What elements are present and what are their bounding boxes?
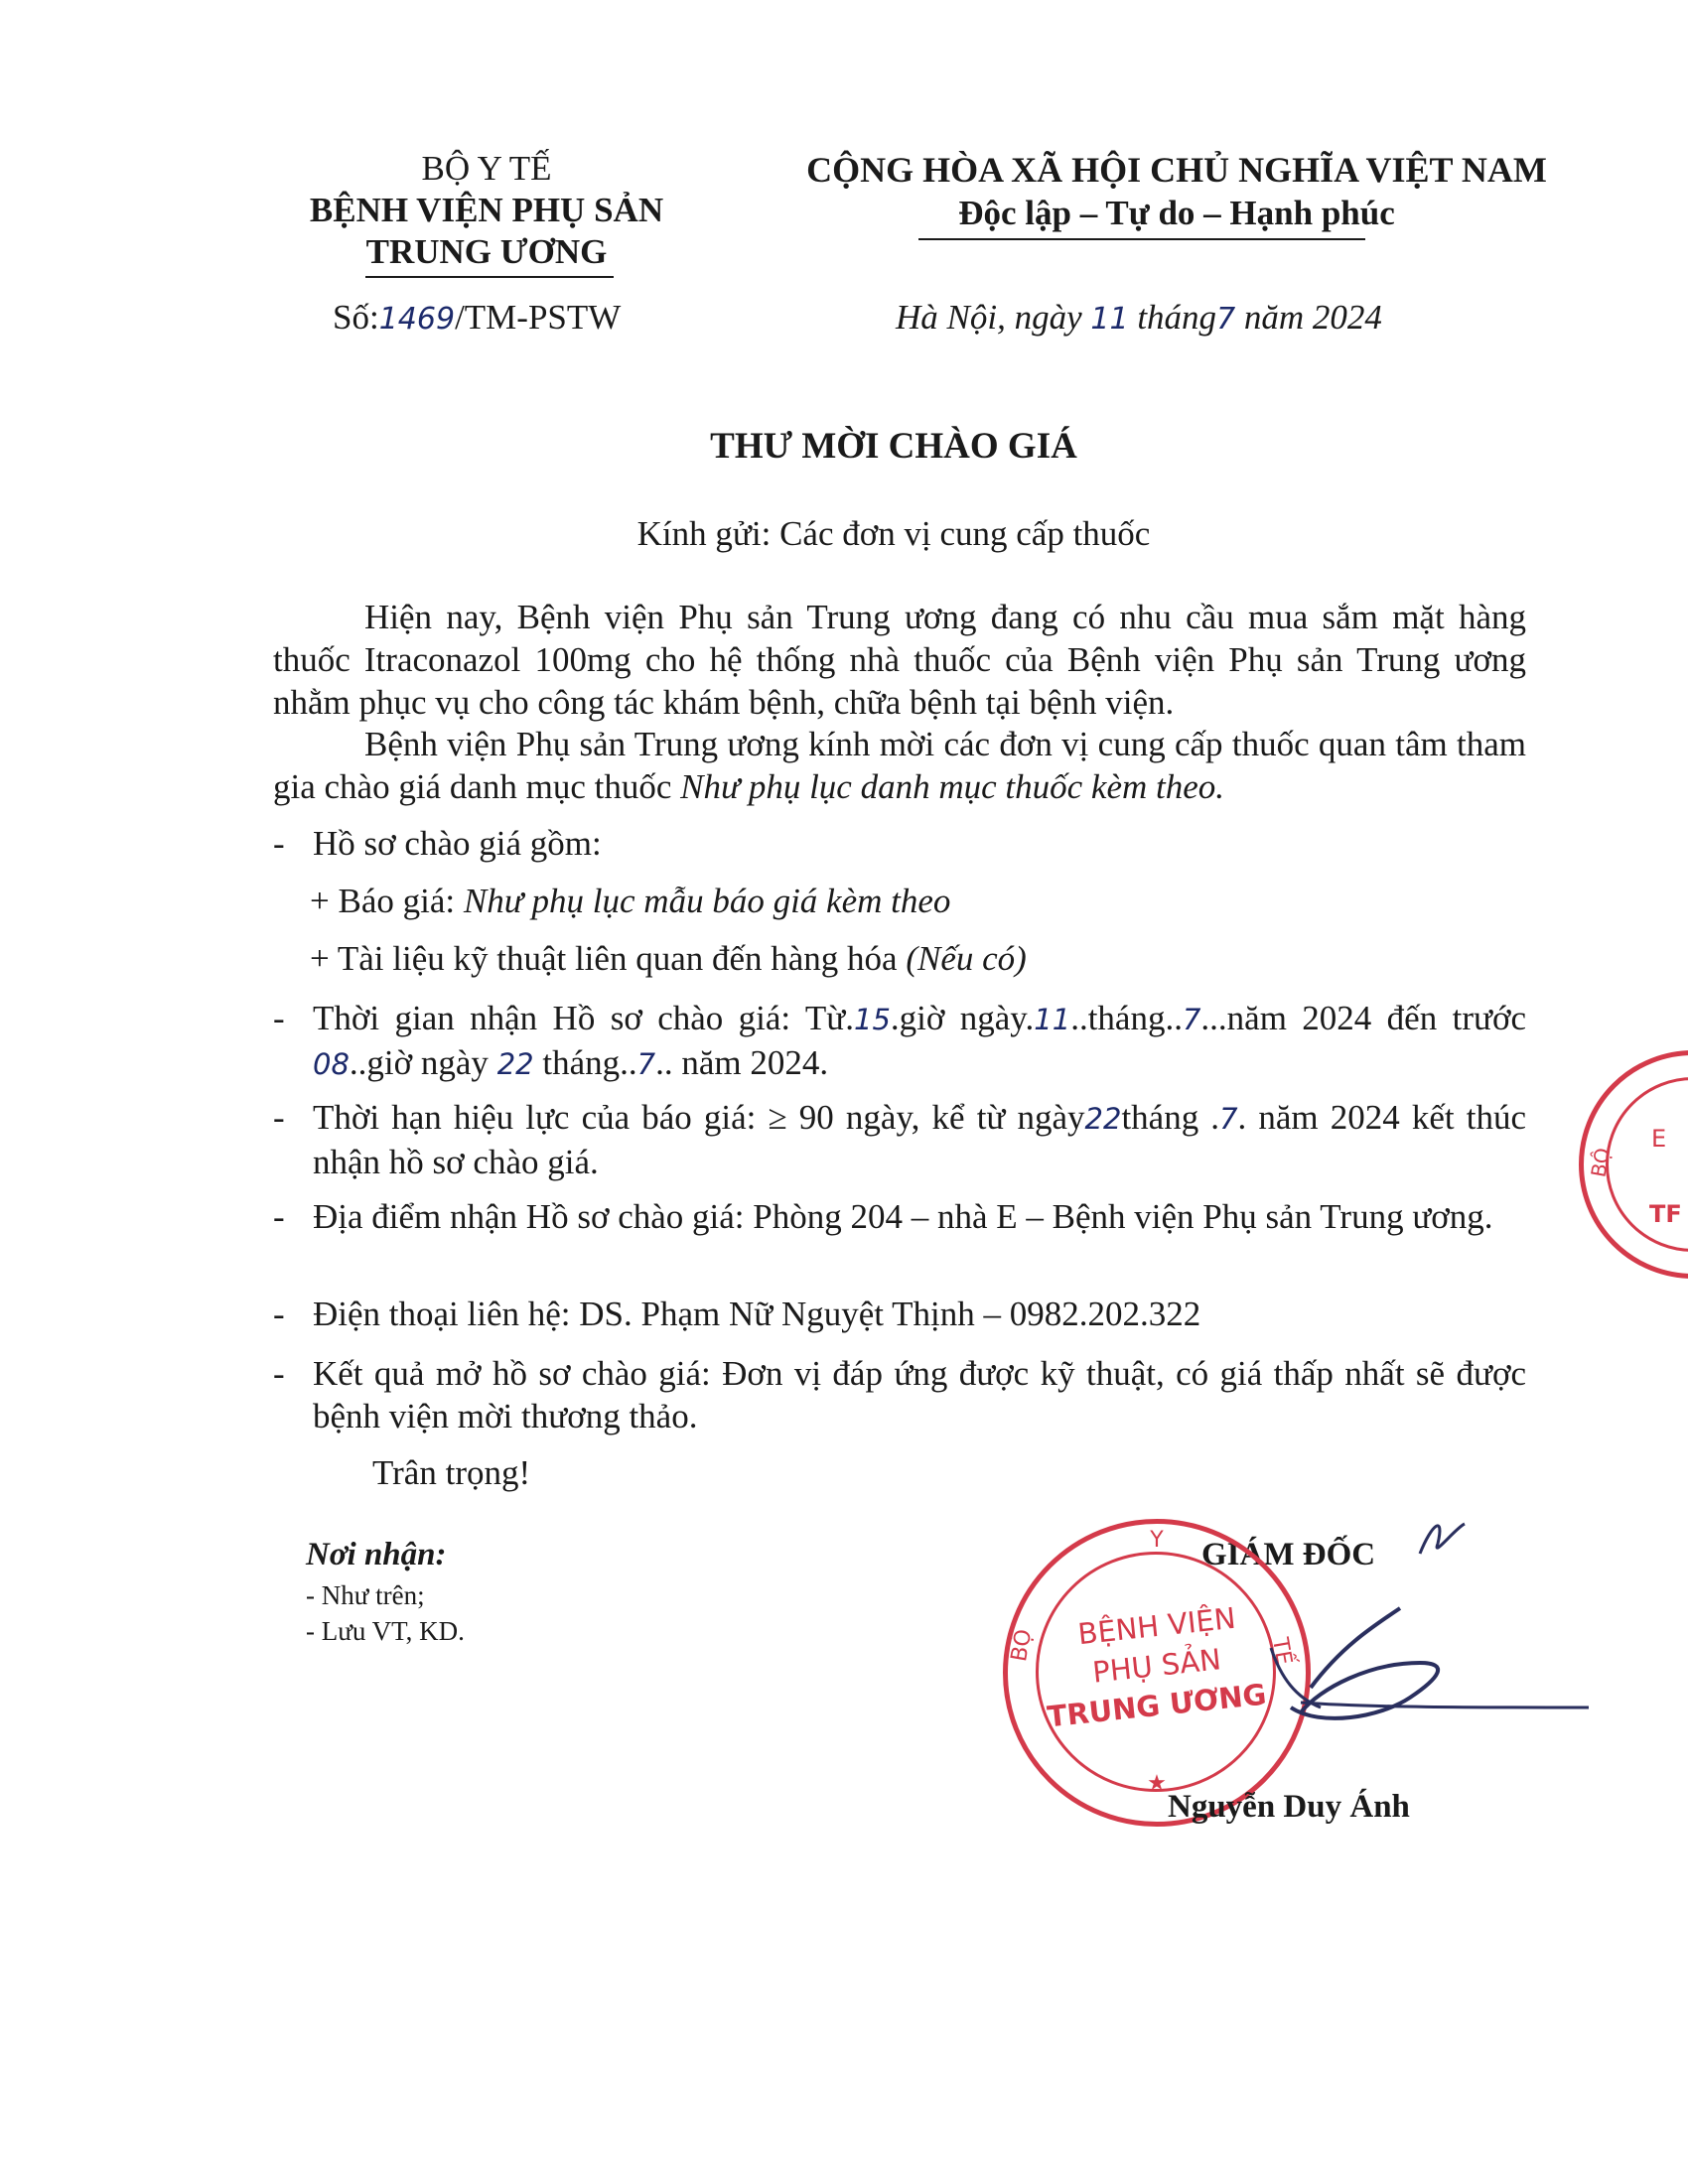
docs-italic: (Nếu có) <box>906 939 1027 978</box>
phone-text: Điện thoại liên hệ: DS. Phạm Nữ Nguyệt Thịnh – 0982.202.322 <box>313 1295 1201 1333</box>
validity-text <box>313 1096 1526 1183</box>
stamp-line3: TRUNG ƯƠNG <box>1046 1677 1268 1734</box>
doc-no-handwritten: 1469 <box>378 302 456 337</box>
time-part: .. năm 2024. <box>655 1043 829 1082</box>
time-part: Thời gian nhận Hồ sơ chào giá: Từ. <box>313 999 854 1037</box>
dash: - <box>273 824 285 863</box>
quote-prefix: + Báo giá: <box>310 882 464 920</box>
bullet-validity <box>273 1096 1526 1183</box>
paragraph-intro: Hiện nay, Bệnh viện Phụ sản Trung ương đang có nhu cầu mua sắm mặt hàng thuốc Itraconazol 100mg cho hệ thống nhà thuốc của Bệnh viện Phụ sản Trung ương nhằm phục vụ cho công tác khám bệnh, chữa bệnh tại bệnh viện. <box>273 598 1526 722</box>
recipient-item: - Lưu VT, KD. <box>306 1616 465 1646</box>
recipient-line: Kính gửi: Các đơn vị cung cấp thuốc <box>636 514 1151 553</box>
dossier-text: Hồ sơ chào giá gồm: <box>313 824 602 863</box>
bullet-phone <box>273 1295 1526 1334</box>
month-to: 7 <box>636 1047 656 1081</box>
national-motto: Độc lập – Tự do – Hạnh phúc <box>958 194 1395 232</box>
date-month-label: tháng <box>1137 298 1217 337</box>
edge-stamp-letter1: E <box>1651 1125 1667 1153</box>
sub-item-docs <box>310 939 1027 979</box>
closing-line: Trân trọng! <box>372 1453 531 1492</box>
document-title: THƯ MỜI CHÀO GIÁ <box>710 426 1077 467</box>
quote-italic: Như phụ lục mẫu báo giá kèm theo <box>463 882 951 920</box>
time-part: ...năm 2024 đến trước <box>1200 999 1526 1037</box>
hospital-name-line2: TRUNG ƯƠNG <box>365 232 608 271</box>
hour-from: 15 <box>854 1003 891 1036</box>
time-part: ..giờ ngày <box>349 1043 497 1082</box>
dash: - <box>273 1197 285 1236</box>
dash: - <box>273 999 285 1037</box>
ministry-name: BỘ Y TẾ <box>421 149 552 188</box>
recipient-item: - Như trên; <box>306 1580 425 1610</box>
motto-underline <box>918 238 1365 240</box>
stamp-side-left: BỘ <box>1007 1627 1038 1664</box>
dash: - <box>273 1098 285 1137</box>
edge-stamp-letter2: TF <box>1649 1200 1682 1228</box>
day-from: 11 <box>1034 1003 1071 1036</box>
day-to: 22 <box>496 1047 534 1081</box>
result-text: Kết quả mở hồ sơ chào giá: Đơn vị đáp ứng được kỹ thuật, có giá thấp nhất sẽ được bệnh viện mời thương thảo. <box>313 1354 1526 1435</box>
republic-name: CỘNG HÒA XÃ HỘI CHỦ NGHĨA VIỆT NAM <box>806 150 1547 190</box>
stamp-line2: PHỤ SẢN <box>1090 1642 1223 1690</box>
docs-prefix: + Tài liệu kỹ thuật liên quan đến hàng hóa <box>310 939 907 978</box>
dash: - <box>273 1295 285 1333</box>
doc-no-prefix: Số: <box>333 298 379 337</box>
hospital-underline <box>365 276 614 278</box>
bullet-location <box>273 1195 1526 1238</box>
invitation-text: Bệnh viện Phụ sản Trung ương kính mời các đơn vị cung cấp thuốc quan tâm tham gia chào giá danh mục thuốc <box>273 725 1526 806</box>
time-part: ..tháng.. <box>1070 999 1183 1037</box>
doc-no-suffix: /TM-PSTW <box>455 298 622 337</box>
dash: - <box>273 1354 285 1393</box>
month-from: 7 <box>1182 1003 1201 1036</box>
validity-part: tháng . <box>1121 1098 1220 1137</box>
invitation-italic: Như phụ lục danh mục thuốc kèm theo. <box>680 767 1225 806</box>
time-part: tháng.. <box>533 1043 637 1082</box>
bullet-result <box>273 1352 1526 1437</box>
edge-stamp <box>1579 1050 1688 1279</box>
date-day: 11 <box>1090 302 1129 337</box>
location-text: Địa điểm nhận Hồ sơ chào giá: Phòng 204 – nhà E – Bệnh viện Phụ sản Trung ương. <box>313 1197 1493 1236</box>
stamp-side-right: TẾ <box>1266 1635 1297 1668</box>
stamp-line1: BỆNH VIỆN <box>1075 1600 1238 1652</box>
paragraph-invitation <box>273 723 1526 808</box>
bullet-dossier <box>273 824 1526 864</box>
handwritten-signature <box>1172 1499 1589 1797</box>
validity-part: Thời hạn hiệu lực của báo giá: ≥ 90 ngày, kể từ ngày <box>313 1098 1085 1137</box>
bullet-time <box>273 997 1526 1086</box>
date-year: năm 2024 <box>1243 298 1382 337</box>
recipients-label: Nơi nhận: <box>306 1537 447 1572</box>
date-prefix: Hà Nội, ngày <box>896 298 1082 337</box>
validity-day: 22 <box>1084 1102 1122 1136</box>
stamp-star-icon: ★ <box>1147 1770 1167 1795</box>
validity-part: . năm 2024 kết thúc nhận hồ sơ chào giá. <box>313 1098 1526 1181</box>
validity-month: 7 <box>1219 1102 1238 1136</box>
signer-name: Nguyễn Duy Ánh <box>1168 1789 1410 1825</box>
date-month: 7 <box>1216 302 1236 337</box>
hour-to: 08 <box>313 1047 350 1081</box>
sub-item-quote <box>310 882 950 921</box>
hospital-name-line1: BỆNH VIỆN PHỤ SẢN <box>309 191 664 229</box>
issue-date <box>896 298 1382 338</box>
time-text <box>313 997 1526 1086</box>
edge-stamp-side: BỘ <box>1586 1146 1616 1179</box>
signature-title: GIÁM ĐỐC <box>1201 1537 1376 1572</box>
time-part: .giờ ngày. <box>890 999 1035 1037</box>
document-number <box>333 298 621 338</box>
stamp-top-letter: Y <box>1150 1528 1164 1553</box>
